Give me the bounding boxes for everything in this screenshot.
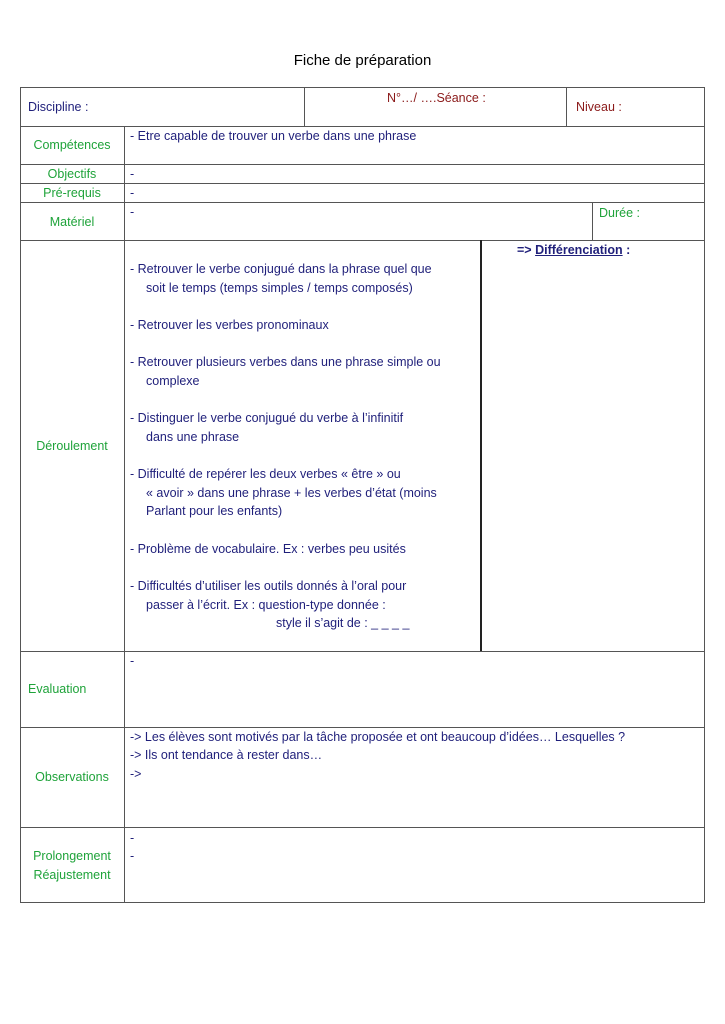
deroulement-line: Parlant pour les enfants)	[146, 504, 283, 518]
differenciation-label: Différenciation	[535, 243, 623, 257]
prolongement-label: Prolongement	[33, 849, 111, 863]
header-divider	[304, 87, 305, 126]
deroulement-line: - Retrouver plusieurs verbes dans une phrase simple ou	[130, 355, 441, 369]
observations-line: -> Ils ont tendance à rester dans…	[130, 748, 323, 762]
differenciation-heading	[517, 241, 630, 260]
seance-label: N°…/ ….Séance :	[387, 91, 486, 105]
evaluation-text: -	[130, 654, 135, 668]
prolongement-line: -	[130, 831, 135, 845]
deroulement-line: passer à l’écrit. Ex : question-type donnée :	[146, 598, 386, 612]
objectifs-text: -	[130, 167, 135, 181]
prerequis-label: Pré-requis	[43, 186, 101, 200]
deroulement-line: - Difficulté de repérer les deux verbes « être » ou	[130, 467, 401, 481]
discipline-label: Discipline :	[28, 100, 89, 114]
differenciation-prefix: =>	[517, 243, 532, 257]
deroulement-line: - Difficultés d’utiliser les outils donnés à l’oral pour	[130, 579, 407, 593]
label-column-divider	[124, 126, 125, 903]
prerequis-text: -	[130, 186, 135, 200]
deroulement-line: « avoir » dans une phrase + les verbes d’état (moins	[146, 486, 437, 500]
deroulement-line: - Retrouver les verbes pronominaux	[130, 318, 329, 332]
materiel-text: -	[130, 205, 135, 219]
differenciation-suffix: :	[626, 243, 631, 257]
row-divider	[20, 827, 705, 828]
duree-divider	[592, 202, 593, 240]
deroulement-label: Déroulement	[36, 439, 108, 453]
observations-line: -> Les élèves sont motivés par la tâche proposée et ont beaucoup d’idées… Lesquelles ?	[130, 730, 626, 744]
reajustement-label: Réajustement	[33, 868, 111, 882]
deroulement-line: - Problème de vocabulaire. Ex : verbes peu usités	[130, 542, 406, 556]
deroulement-line: style il s’agit de : _ _ _ _	[276, 616, 410, 630]
deroulement-line: - Distinguer le verbe conjugué du verbe à l’infinitif	[130, 411, 404, 425]
row-divider	[20, 651, 705, 652]
competences-text: - Etre capable de trouver un verbe dans une phrase	[130, 129, 417, 143]
observations-label: Observations	[35, 770, 109, 784]
deroulement-line: soit le temps (temps simples / temps composés)	[146, 281, 413, 295]
page-title: Fiche de préparation	[293, 52, 432, 69]
niveau-label: Niveau :	[576, 100, 622, 114]
deroulement-line: dans une phrase	[146, 430, 240, 444]
materiel-label: Matériel	[49, 215, 95, 229]
duree-label: Durée :	[599, 206, 640, 220]
deroulement-line: complexe	[146, 374, 200, 388]
objectifs-label: Objectifs	[47, 167, 97, 181]
prolongement-line: -	[130, 849, 135, 863]
differenciation-divider	[480, 240, 482, 651]
observations-line: ->	[130, 767, 142, 781]
competences-label: Compétences	[33, 138, 111, 152]
evaluation-label: Evaluation	[28, 682, 87, 696]
header-divider	[566, 87, 567, 126]
deroulement-line: - Retrouver le verbe conjugué dans la phrase quel que	[130, 262, 432, 276]
